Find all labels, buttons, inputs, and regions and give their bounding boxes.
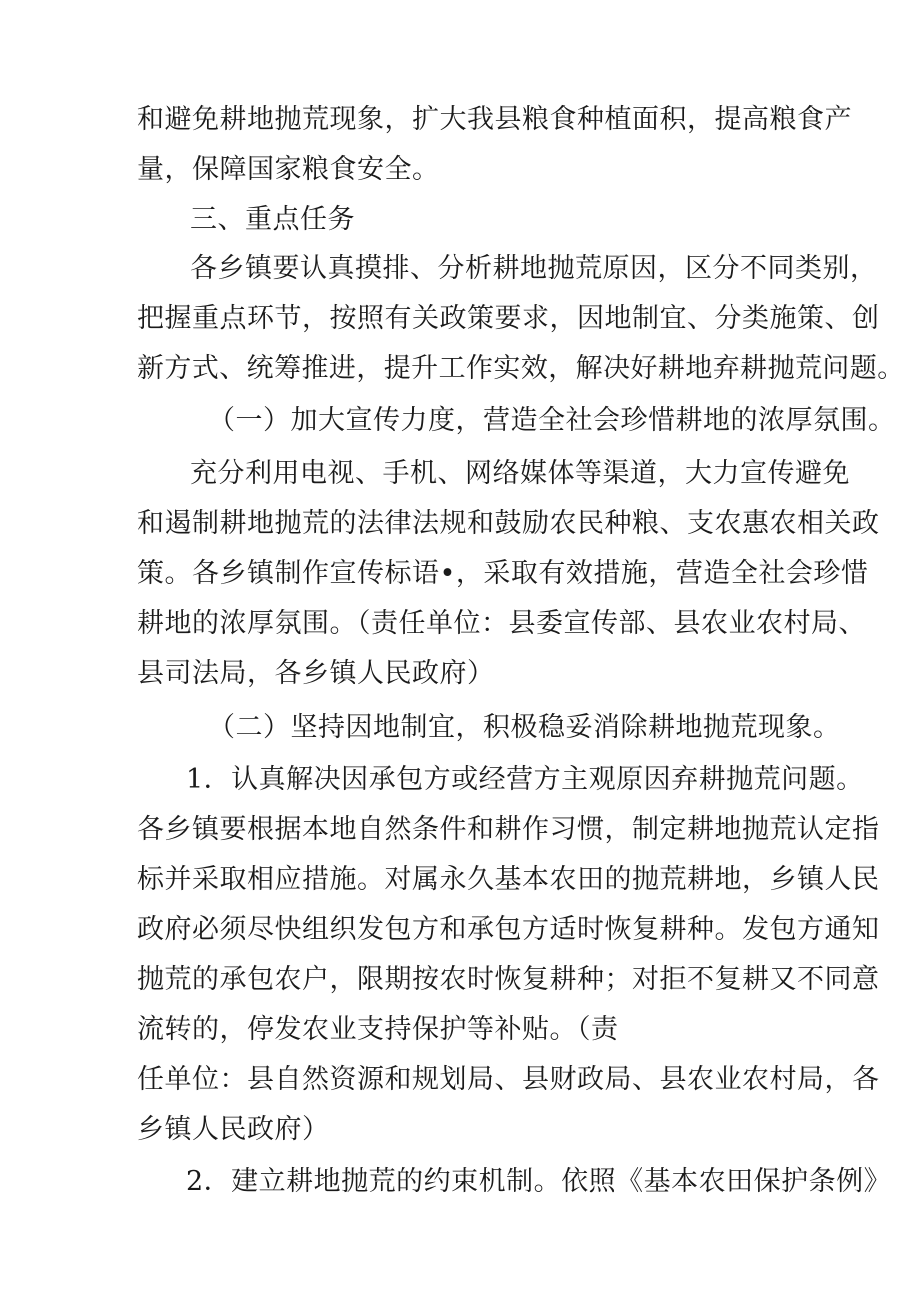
paragraph-line: 标并采取相应措施。对属永久基本农田的抛荒耕地，乡镇人民 [137,864,880,895]
paragraph-line: 任单位：县自然资源和规划局、县财政局、县农业农村局，各 [137,1064,880,1095]
paragraph-line: 充分利用电视、手机、网络媒体等渠道，大力宣传避免 [190,458,850,489]
paragraph-line: 各乡镇要根据本地自然条件和耕作习惯，制定耕地抛荒认定指 [137,814,880,845]
paragraph-line: 流转的，停发农业支持保护等补贴。（责 [137,1014,619,1045]
paragraph-line: 抛荒的承包农户，限期按农时恢复耕种；对拒不复耕又不同意 [137,964,880,995]
numbered-item: 2．建立耕地抛荒的约束机制。依照《基本农田保护条例》 [186,1166,892,1197]
paragraph-line: 把握重点环节，按照有关政策要求，因地制宜、分类施策、创 [137,303,880,334]
paragraph-line: 策。各乡镇制作宣传标语•，采取有效措施，营造全社会珍惜 [137,558,869,589]
paragraph-line: 新方式、统筹推进，提升工作实效，解决好耕地弃耕抛荒问题。 [137,353,905,384]
paragraph-line: 和避免耕地抛荒现象，扩大我县粮食种植面积，提高粮食产 [137,104,852,135]
paragraph-line: 耕地的浓厚氛围。（责任单位：县委宣传部、县农业农村局、 [137,608,866,639]
section-heading: 三、重点任务 [190,204,355,235]
paragraph-line: 各乡镇要认真摸排、分析耕地抛荒原因，区分不同类别， [190,253,878,284]
paragraph-line: 政府必须尽快组织发包方和承包方适时恢复耕种。发包方通知 [137,914,880,945]
paragraph-line: 量，保障国家粮食安全。 [137,154,440,185]
paragraph-line: 和遏制耕地抛荒的法律法规和鼓励农民种粮、支农惠农相关政 [137,508,880,539]
numbered-item: 1．认真解决因承包方或经营方主观原因弃耕抛荒问题。 [186,764,864,795]
subsection-heading: （二）坚持因地制宜，积极稳妥消除耕地抛荒现象。 [208,712,841,743]
subsection-heading: （一）加大宣传力度，营造全社会珍惜耕地的浓厚氛围。 [208,405,896,436]
paragraph-line: 县司法局，各乡镇人民政府） [137,658,495,689]
paragraph-line: 乡镇人民政府） [137,1114,330,1145]
